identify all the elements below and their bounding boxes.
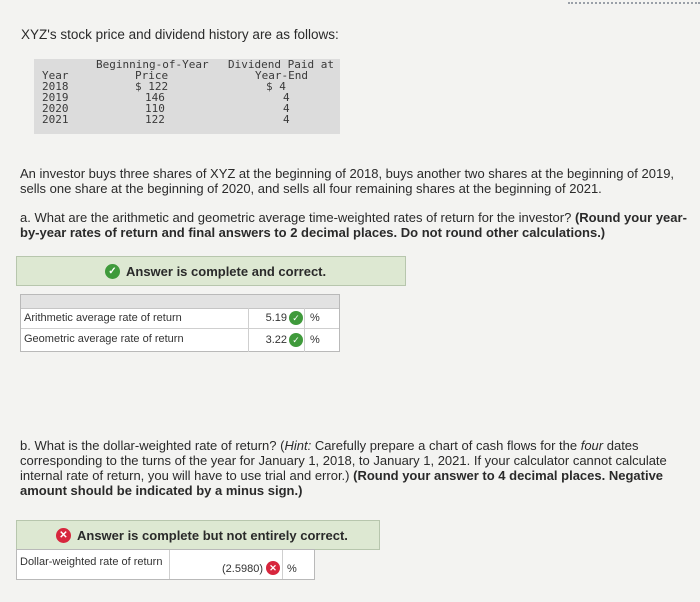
check-circle-icon: ✓ [289,311,303,325]
year-cell: 2018 [42,80,69,93]
check-circle-icon: ✓ [105,264,120,279]
stock-history-table [34,59,340,134]
row-label: Geometric average rate of return [24,333,184,345]
price-cell: $ 122 [135,80,169,93]
price-cell: 122 [145,113,165,126]
year-cell: 2020 [42,102,69,115]
answer-input-cell[interactable] [249,330,304,351]
scenario-line-1: An investor buys three shares of XYZ at the beginning of 2018, buys another two shares at the beginning of 2019, [20,166,675,181]
row-label: Arithmetic average rate of return [24,312,182,324]
part-a-question-line-2 [20,225,605,240]
header-price-line1: Beginning-of-Year [96,58,209,71]
intro-text: XYZ's stock price and dividend history are as follows: [21,27,339,42]
unit-cell [305,308,339,329]
check-circle-icon: ✓ [289,333,303,347]
answer-input-cell[interactable] [249,308,304,329]
answer-status-text: Answer is complete but not entirely correct. [77,527,348,543]
part-b-text: internal rate of return, you will have to use trial and error.) [20,468,350,483]
table-row [21,330,248,351]
unit-label: % [310,334,320,346]
answer-table [20,294,340,352]
part-b-text: b. What is the dollar-weighted rate of return? ( [20,438,285,453]
price-cell: 146 [145,91,165,104]
part-b-instruction-cont: amount should be indicated by a minus sign.) [20,483,303,498]
answer-table-header [21,295,339,309]
dividend-cell: 4 [283,91,290,104]
unit-label: % [287,563,297,575]
answer-table [16,549,315,580]
unit-cell [305,330,339,351]
year-cell: 2019 [42,91,69,104]
part-b-text: Carefully prepare a chart of cash flows for the [311,438,581,453]
answer-status-text: Answer is complete and correct. [126,263,327,279]
part-b-question-line-2: corresponding to the turns of the year for January 1, 2018, to January 1, 2021. If your calculator cannot calculate [20,453,667,468]
part-b-question-line-1 [20,438,639,453]
header-dividend-line2: Year-End [255,69,308,82]
row-label: Dollar-weighted rate of return [20,556,163,568]
answer-value: 5.19 [265,312,287,324]
x-circle-icon: ✕ [56,528,71,543]
part-a-instruction: (Round your year- [574,210,687,225]
part-b-question-line-3 [20,468,663,483]
column-divider [282,550,283,579]
header-year: Year [42,69,69,82]
price-cell: 110 [145,102,165,115]
answer-value: 3.22 [265,334,287,346]
dividend-cell: 4 [283,102,290,115]
answer-value: (2.5980) [222,563,263,575]
hint-label: Hint: [284,438,312,453]
answer-status-banner [16,520,380,550]
part-b-text: dates [603,438,639,453]
part-b-instruction: (Round your answer to 4 decimal places. Negative [349,468,664,483]
part-b-question-line-4 [20,483,302,498]
unit-label: % [310,312,320,324]
dividend-cell: 4 [283,113,290,126]
answer-input-cell[interactable] [170,550,282,579]
part-a-text: a. What are the arithmetic and geometric average time-weighted rates of return for the investor? [20,210,572,225]
emphasis-four: four [580,438,604,453]
answer-status-banner [16,256,406,286]
dotted-top-rule [568,2,700,4]
x-circle-icon: ✕ [266,561,280,575]
part-a-question-line-1 [20,210,687,225]
header-price-line2: Price [135,69,169,82]
table-row [21,308,248,329]
dividend-cell: $ 4 [266,80,286,93]
scenario-line-2: sells one share at the beginning of 2020, and sells all four remaining shares at the beginning of 2021. [20,181,602,196]
year-cell: 2021 [42,113,69,126]
part-a-instruction-cont: by-year rates of return and final answers to 2 decimal places. Do not round other calculations.) [20,225,606,240]
header-dividend-line1: Dividend Paid at [228,58,334,71]
